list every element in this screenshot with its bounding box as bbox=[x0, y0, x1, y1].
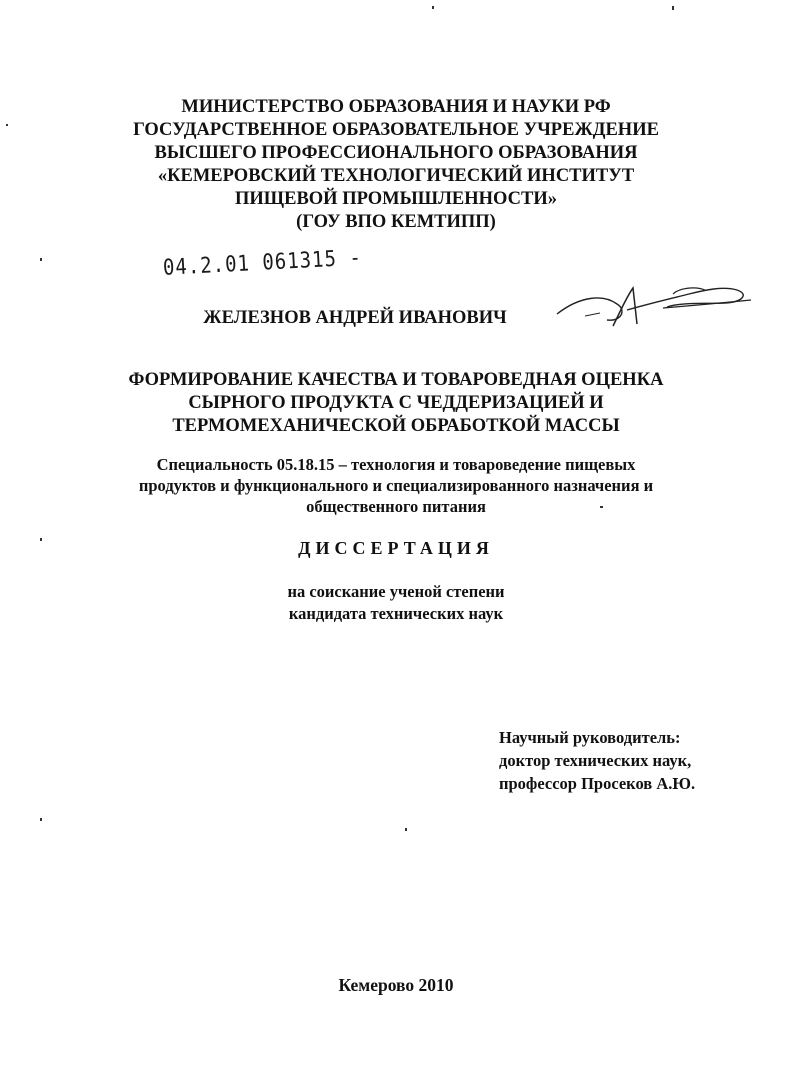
scan-speck bbox=[432, 6, 434, 9]
header-line: ПИЩЕВОЙ ПРОМЫШЛЕННОСТИ» bbox=[235, 189, 557, 209]
scan-speck bbox=[40, 258, 42, 261]
supervisor-line: доктор технических наук, bbox=[499, 751, 692, 770]
specialty-line: продуктов и функционального и специализированного назначения и bbox=[138, 476, 654, 495]
degree-block bbox=[0, 581, 792, 625]
dissertation-title bbox=[0, 369, 792, 438]
specialty-line: Специальность 05.18.15 – технология и товароведение пищевых bbox=[156, 455, 636, 474]
header-line: (ГОУ ВПО КЕМТИПП) bbox=[296, 212, 496, 232]
title-line: СЫРНОГО ПРОДУКТА С ЧЕДДЕРИЗАЦИЕЙ И bbox=[188, 393, 604, 413]
signature-icon bbox=[555, 276, 760, 336]
scan-speck bbox=[40, 538, 42, 541]
specialty-line: общественного питания bbox=[306, 497, 486, 516]
scan-speck bbox=[600, 506, 603, 508]
degree-line: на соискание ученой степени bbox=[287, 582, 505, 601]
header-line: ГОСУДАРСТВЕННОЕ ОБРАЗОВАТЕЛЬНОЕ УЧРЕЖДЕНИЕ bbox=[133, 120, 659, 140]
scan-speck bbox=[672, 6, 674, 10]
supervisor-line: Научный руководитель: bbox=[499, 728, 681, 747]
supervisor-block bbox=[499, 726, 695, 795]
registration-number-stamp: 04.2.01 061315 - bbox=[162, 244, 363, 281]
author-name: ЖЕЛЕЗНОВ АНДРЕЙ ИВАНОВИЧ bbox=[203, 308, 507, 328]
header-line: «КЕМЕРОВСКИЙ ТЕХНОЛОГИЧЕСКИЙ ИНСТИТУТ bbox=[157, 166, 635, 186]
scan-speck bbox=[405, 828, 407, 831]
supervisor-line: профессор Просеков А.Ю. bbox=[499, 774, 696, 793]
scan-speck bbox=[40, 818, 42, 821]
scan-speck bbox=[6, 124, 8, 126]
header-line: МИНИСТЕРСТВО ОБРАЗОВАНИЯ И НАУКИ РФ bbox=[181, 97, 611, 117]
title-line: ТЕРМОМЕХАНИЧЕСКОЙ ОБРАБОТКОЙ МАССЫ bbox=[172, 416, 620, 436]
ministry-header bbox=[0, 96, 792, 234]
specialty-block bbox=[0, 454, 792, 517]
document-kind: ДИССЕРТАЦИЯ bbox=[298, 538, 494, 558]
header-line: ВЫСШЕГО ПРОФЕССИОНАЛЬНОГО ОБРАЗОВАНИЯ bbox=[154, 143, 638, 163]
title-line: ФОРМИРОВАНИЕ КАЧЕСТВА И ТОВАРОВЕДНАЯ ОЦЕНКА bbox=[128, 370, 664, 390]
degree-line: кандидата технических наук bbox=[288, 604, 504, 623]
city-year: Кемерово 2010 bbox=[338, 975, 454, 995]
